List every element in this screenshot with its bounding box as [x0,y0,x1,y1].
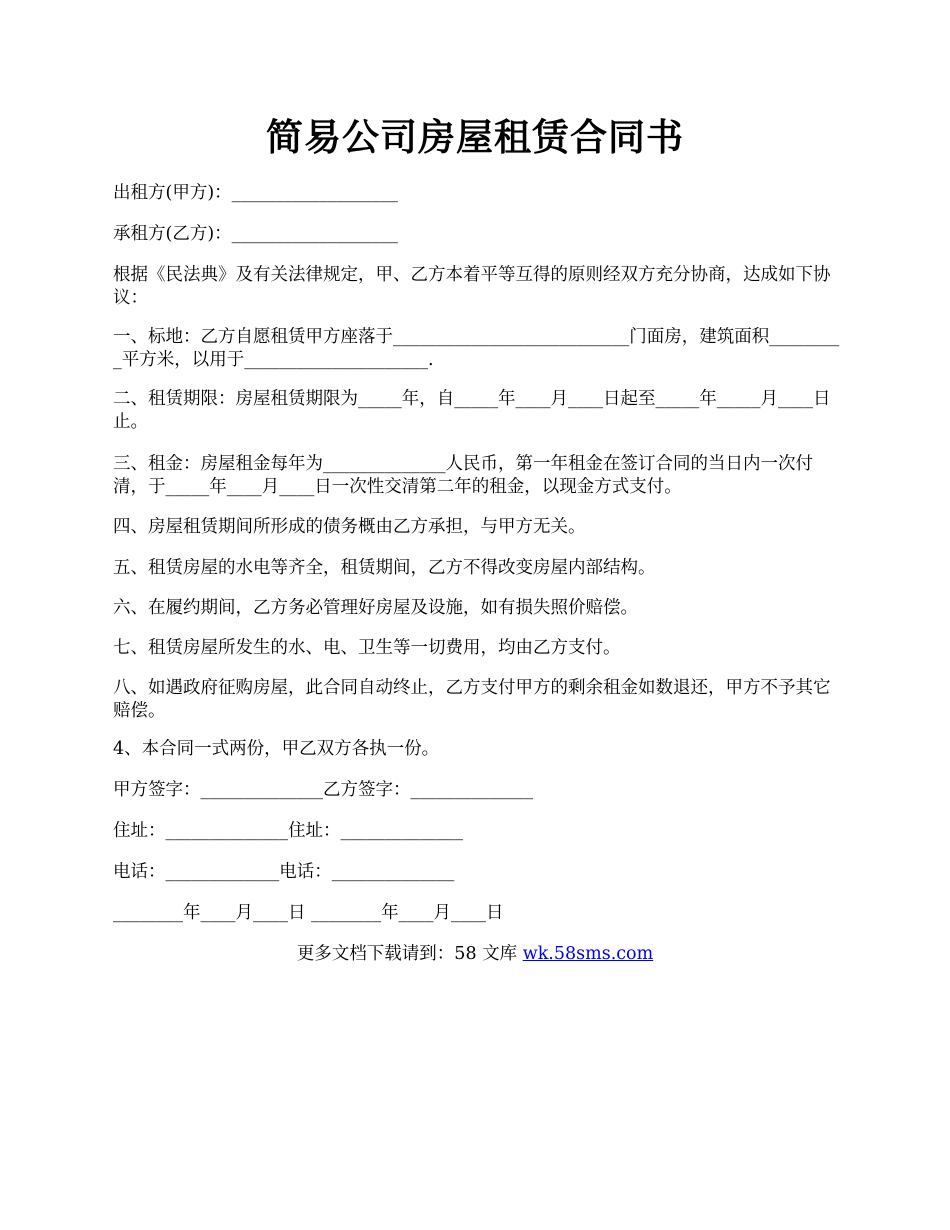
clause-subject: 一、标地：乙方自愿租赁甲方座落于___________________________门面房，建筑面积_________平方米，以用于_____________________. [113,327,840,370]
intro-paragraph: 根据《民法典》及有关法律规定，甲、乙方本着平等互得的原则经双方充分协商，达成如下协议： [113,265,831,308]
clause-termination: 八、如遇政府征购房屋，此合同自动终止，乙方支付甲方的剩余租金如数退还，甲方不予其它赔偿。 [113,678,831,721]
date-line: ________年____月____日 ________年____月____日 [113,903,504,923]
footer [0,943,950,966]
clause-utilities: 五、租赁房屋的水电等齐全，租赁期间，乙方不得改变房屋内部结构。 [113,558,656,578]
phone-line: 电话：_____________电话：______________ [113,862,455,882]
signature-line: 甲方签字：______________乙方签字：______________ [113,780,533,800]
clause-maintenance: 六、在履约期间，乙方务必管理好房屋及设施，如有损失照价赔偿。 [113,598,638,618]
lessee-line: 承租方(乙方)：___________________ [113,224,398,244]
address-line: 住址：______________住址：______________ [113,821,463,841]
clause-term: 二、租赁期限：房屋租赁期限为_____年，自_____年____月____日起至_____年_____月____日止。 [113,389,831,432]
lessor-line: 出租方(甲方)：___________________ [113,183,398,203]
clause-rent: 三、租金：房屋租金每年为______________人民币，第一年租金在签订合同的当日内一次付清，于_____年____月____日一次性交清第二年的租金，以现金方式支付。 [113,454,813,497]
clause-copies: 4、本合同一式两份，甲乙双方各执一份。 [113,739,440,759]
document-title: 简易公司房屋租赁合同书 [266,115,684,159]
footer-text: 更多文档下载请到：58 文库 [296,944,523,964]
clause-debts: 四、房屋租赁期间所形成的债务概由乙方承担，与甲方无关。 [113,517,586,537]
footer-link[interactable]: wk.58sms.com [522,944,654,964]
clause-fees: 七、租赁房屋所发生的水、电、卫生等一切费用，均由乙方支付。 [113,638,621,658]
